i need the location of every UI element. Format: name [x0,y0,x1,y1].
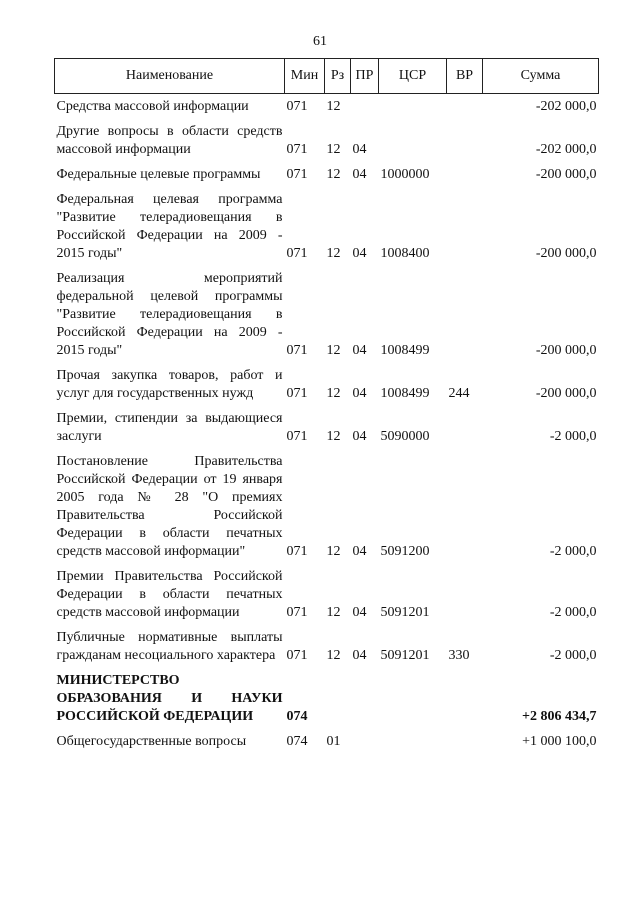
row-rz: 12 [326,99,341,114]
row-rz: 12 [326,429,341,444]
row-name: Публичные нормативные выплаты гражданам несоциального характера [56,630,283,663]
row-pr [351,729,379,754]
row-csr: 5090000 [380,429,430,444]
row-rz: 12 [326,343,341,358]
row-sum: -200 000,0 [535,343,597,358]
row-min: 071 [286,142,308,157]
header-sum: Сумма [483,59,599,94]
table-body [55,94,599,755]
row-csr: 5091201 [380,605,430,620]
row-csr [379,729,447,754]
table-row [55,406,599,449]
row-sum: -2 000,0 [549,429,597,444]
row-csr: 1008400 [380,246,430,261]
row-pr: 04 [352,648,367,663]
row-min: 071 [286,246,308,261]
row-rz: 12 [326,544,341,559]
row-pr: 04 [352,142,367,157]
table-row [55,187,599,266]
row-sum: -2 000,0 [549,605,597,620]
row-min: 071 [286,605,308,620]
row-sum: -200 000,0 [535,167,597,182]
row-sum: +2 806 434,7 [522,709,597,724]
row-sum: -202 000,0 [535,142,597,157]
row-pr: 04 [352,429,367,444]
row-rz [325,668,351,729]
row-min: 071 [286,429,308,444]
row-sum: -2 000,0 [549,544,597,559]
budget-table [54,58,599,754]
table-row [55,119,599,162]
row-rz: 12 [326,648,341,663]
table-row [55,162,599,187]
header-rz: Рз [325,59,351,94]
header-csr: ЦСР [379,59,447,94]
row-csr [379,668,447,729]
row-min: 071 [286,544,308,559]
row-name: Премии, стипендии за выдающиеся заслуги [56,411,283,444]
row-sum: +1 000 100,0 [522,734,597,749]
row-name: Средства массовой информации [56,99,249,114]
row-min: 071 [286,648,308,663]
row-pr: 04 [352,544,367,559]
row-vr [447,564,483,625]
row-csr [379,119,447,162]
header-name: Наименование [55,59,285,94]
row-name: Прочая закупка товаров, работ и услуг для государственных нужд [56,368,283,401]
row-min: 071 [286,99,308,114]
row-csr: 5091200 [380,544,430,559]
row-rz: 12 [326,246,341,261]
row-sum: -200 000,0 [535,386,597,401]
row-sum: -200 000,0 [535,246,597,261]
row-csr: 1008499 [380,386,430,401]
row-min: 071 [286,343,308,358]
row-csr: 1000000 [380,167,430,182]
row-vr [447,266,483,363]
row-name: Федеральные целевые программы [56,167,261,182]
table-row [55,625,599,668]
table-row [55,94,599,120]
row-rz: 12 [326,167,341,182]
row-pr [351,668,379,729]
row-name: Постановление Правительства Российской Федерации от 19 января 2005 года № 28 "О премиях Правительства Российской Федерации в области печатных средств массовой информации" [56,454,283,559]
row-pr: 04 [352,605,367,620]
table-row [55,449,599,564]
row-min: 071 [286,167,308,182]
row-rz: 12 [326,605,341,620]
row-vr [447,94,483,120]
table-row [55,363,599,406]
row-name: МИНИСТЕРСТВО ОБРАЗОВАНИЯ И НАУКИ РОССИЙСКОЙ ФЕДЕРАЦИИ [56,673,283,724]
row-vr [447,162,483,187]
table-row [55,729,599,754]
row-vr: 330 [448,648,470,663]
row-name: Федеральная целевая программа "Развитие телерадиовещания в Российской Федерации на 2009 - 2015 годы" [56,192,283,261]
row-pr: 04 [352,246,367,261]
row-rz: 12 [326,386,341,401]
row-name: Общегосударственные вопросы [56,734,247,749]
header-vr: ВР [447,59,483,94]
row-pr [351,94,379,120]
table-row [55,564,599,625]
row-vr [447,668,483,729]
page-number: 61 [313,34,327,49]
row-rz: 12 [326,142,341,157]
row-vr [447,449,483,564]
row-pr: 04 [352,167,367,182]
row-rz: 01 [326,734,341,749]
row-vr [447,187,483,266]
row-min: 071 [286,386,308,401]
row-csr: 5091201 [380,648,430,663]
row-vr [447,729,483,754]
table-row [55,266,599,363]
row-csr: 1008499 [380,343,430,358]
table-row [55,668,599,729]
row-sum: -202 000,0 [535,99,597,114]
row-vr: 244 [448,386,470,401]
row-csr [379,94,447,120]
row-vr [447,119,483,162]
row-min: 074 [286,709,308,724]
row-name: Премии Правительства Российской Федерации в области печатных средств массовой информации [56,569,283,620]
row-pr: 04 [352,343,367,358]
row-sum: -2 000,0 [549,648,597,663]
row-name: Другие вопросы в области средств массовой информации [56,124,283,157]
table-header-row [55,59,599,94]
row-name: Реализация мероприятий федеральной целевой программы "Развитие телерадиовещания в Российской Федерации на 2009 - 2015 годы" [56,271,283,358]
header-pr: ПР [351,59,379,94]
row-vr [447,406,483,449]
row-pr: 04 [352,386,367,401]
header-min: Мин [285,59,325,94]
row-min: 074 [286,734,308,749]
